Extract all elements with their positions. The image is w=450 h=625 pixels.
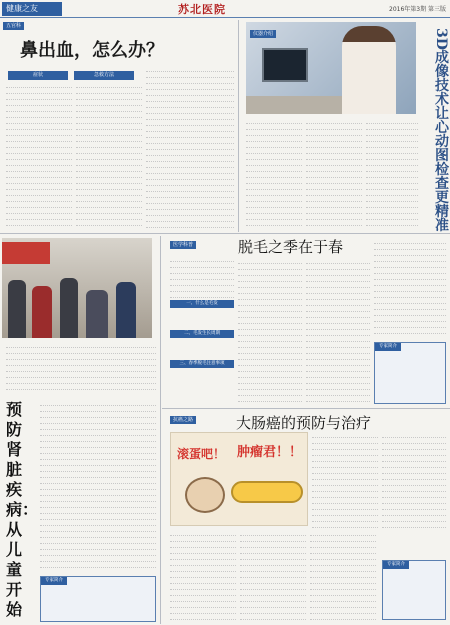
doctor-figure bbox=[342, 26, 396, 114]
cartoon-caption: 滚蛋吧！ bbox=[177, 447, 226, 461]
section-label: 健康之友 bbox=[2, 2, 62, 16]
section-heading: 症状 bbox=[8, 71, 68, 80]
article-body-text bbox=[170, 256, 234, 404]
section-heading: 一、什么是毛发 bbox=[170, 300, 234, 308]
article-tag: 五官科 bbox=[3, 22, 24, 30]
article-body-text bbox=[382, 432, 446, 528]
article-tag: 仪器介绍 bbox=[250, 30, 276, 38]
article-body-text bbox=[40, 400, 156, 570]
newspaper-logo: 苏北医院 bbox=[178, 3, 226, 16]
person-figure bbox=[60, 278, 78, 338]
article-body-text bbox=[374, 238, 446, 338]
expert-profile-box bbox=[40, 576, 156, 622]
section-heading: 三、春季脱毛注意事项 bbox=[170, 360, 234, 368]
article-body-text bbox=[246, 118, 302, 230]
desk-shape bbox=[246, 96, 356, 114]
cartoon-caption: 肿瘤君！！ bbox=[237, 445, 303, 460]
box-heading: 专家简介 bbox=[375, 343, 401, 351]
article-body-text bbox=[306, 258, 370, 404]
article-body-text bbox=[76, 82, 142, 230]
article-body-text bbox=[366, 118, 418, 230]
section-heading: 急救方法 bbox=[74, 71, 134, 80]
article-tag: 医学科普 bbox=[170, 241, 196, 249]
column-divider bbox=[160, 236, 161, 624]
article-title: 3D成像技术让心动图检查更精准 bbox=[433, 28, 449, 232]
box-heading: 专家简介 bbox=[383, 561, 409, 569]
article-title: 大肠癌的预防与治疗 bbox=[236, 414, 372, 432]
page-header bbox=[0, 0, 450, 18]
article-title: 鼻出血，怎么办？ bbox=[20, 40, 164, 61]
article-tag: 抗癌之路 bbox=[170, 416, 196, 424]
person-figure bbox=[8, 280, 26, 338]
article-title: 脱毛之季在于春 bbox=[238, 238, 344, 256]
character-shape bbox=[185, 477, 225, 513]
article-photo-event bbox=[2, 238, 152, 338]
person-figure bbox=[32, 286, 52, 338]
issue-info: 2016年第3期 第三版 bbox=[389, 6, 446, 13]
expert-profile-box bbox=[382, 560, 446, 620]
monitor-shape bbox=[262, 48, 308, 82]
article-cartoon-illustration bbox=[170, 432, 308, 526]
article-body-text bbox=[306, 118, 362, 230]
person-figure bbox=[86, 290, 108, 338]
box-heading: 专家简介 bbox=[41, 577, 67, 585]
expert-profile-box bbox=[374, 342, 446, 404]
article-title: 预防肾脏疾病：从儿童开始 bbox=[6, 400, 39, 619]
article-body-text bbox=[310, 530, 376, 620]
pill-shape bbox=[231, 481, 303, 503]
article-body-text bbox=[6, 82, 72, 230]
banner-shape bbox=[2, 242, 50, 264]
row-divider bbox=[0, 233, 450, 234]
article-body-text bbox=[240, 530, 306, 620]
article-body-text bbox=[238, 258, 302, 404]
article-body-text bbox=[312, 432, 378, 528]
article-body-text bbox=[170, 530, 236, 620]
row-divider bbox=[162, 408, 450, 409]
article-body-text bbox=[146, 66, 234, 230]
section-heading: 二、毛发生长周期 bbox=[170, 330, 234, 338]
person-figure bbox=[116, 282, 136, 338]
column-divider bbox=[238, 20, 239, 232]
photo-caption-text bbox=[6, 342, 156, 396]
